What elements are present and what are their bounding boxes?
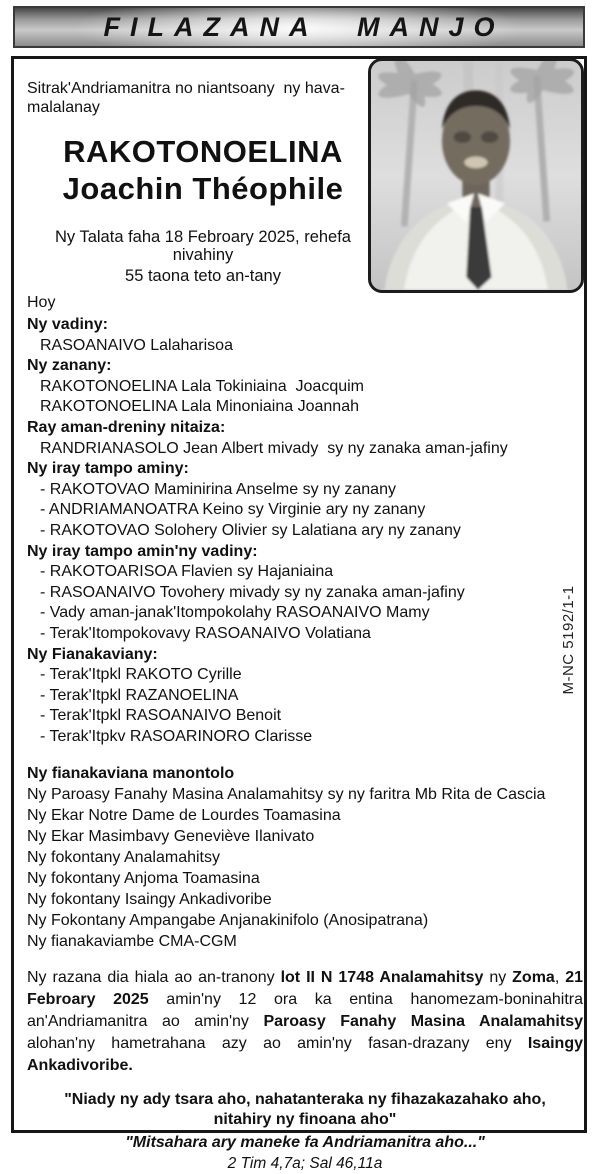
- list-line: - Vady aman-janak'Itompokolahy RASOANAIVO Mamy: [40, 604, 430, 622]
- list-line: - Terak'Itompokovavy RASOANAIVO Volatiana: [40, 624, 371, 642]
- list-line: - RAKOTOVAO Maminirina Anselme sy ny zanany: [40, 480, 396, 498]
- ref-code-vertical: M-NC 5192/1-1: [560, 585, 577, 695]
- section-heading: Ny iray tampo aminy:: [27, 460, 189, 478]
- section-heading: Ny vadiny:: [27, 316, 108, 333]
- paragraph-bold-segment: Zoma: [512, 969, 555, 987]
- list-line: RANDRIANASOLO Jean Albert mivady sy ny zanaka aman-jafiny: [40, 439, 508, 457]
- deceased-surname: RAKOTONOELINA: [63, 134, 343, 169]
- list-line: - Terak'Itpkl RASOANAIVO Benoit: [40, 707, 282, 725]
- quote-line-3: "Mitsahara ary maneke fa Andriamanitra aho...": [125, 1134, 485, 1152]
- hoy-line: Hoy: [27, 294, 56, 311]
- list-line: Ny Ekar Masimbavy Geneviève Ilanivato: [27, 828, 315, 846]
- family-list: [27, 315, 570, 747]
- paragraph-bold-segment: 21 Febroary 2025: [27, 969, 584, 1009]
- paragraph-segment: amin'ny 12 ora ka entina hanomezam-boninahitra an'Andriamanitra ao amin'ny: [27, 991, 583, 1031]
- list-line: - Terak'Itpkl RAKOTO Cyrille: [40, 666, 242, 684]
- section-heading: Ny iray tampo amin'ny vadiny:: [27, 542, 258, 560]
- quote-line-1: "Niady ny ady tsara aho, nahatanteraka ny fihazakazahako aho,: [64, 1091, 546, 1109]
- list-line: Ny Fokontany Ampangabe Anjanakinifolo (Anosipatrana): [27, 912, 429, 930]
- scripture-reference: 2 Tim 4,7a; Sal 46,11a: [227, 1155, 383, 1173]
- list-line: Ny fianakaviambe CMA-CGM: [27, 933, 237, 951]
- portrait-illustration: [371, 61, 581, 290]
- paragraph-bold-segment: Isaingy Ankadivoribe.: [27, 1035, 583, 1075]
- paragraph-bold-segment: Paroasy Fanahy Masina Analamahitsy: [263, 1013, 583, 1031]
- list-line: Ny fokontany Isaingy Ankadivoribe: [27, 891, 272, 909]
- banner-title: FILAZANA MANJO: [103, 11, 505, 42]
- section-heading: Ray aman-dreniny nitaiza:: [27, 418, 226, 436]
- section-heading: Ny Fianakaviany:: [27, 645, 158, 663]
- paragraph-segment: ny: [483, 969, 513, 987]
- quote-block: [27, 1090, 583, 1174]
- banner: [13, 6, 585, 48]
- list-line: RAKOTONOELINA Lala Minoniaina Joannah: [40, 398, 359, 416]
- funeral-paragraph: [27, 967, 583, 1077]
- list-line: - ANDRIAMANOATRA Keino sy Virginie ary ny zanany: [40, 501, 426, 519]
- intro-line: Sitrak'Andriamanitra no niantsoany ny hava-malalanay: [27, 80, 345, 116]
- deceased-header: [27, 133, 379, 285]
- section-heading: Ny zanany:: [27, 357, 112, 375]
- list-line: - RASOANAIVO Tovohery mivady sy ny zanaka aman-jafiny: [40, 583, 465, 601]
- list-line: RASOANAIVO Lalaharisoa: [40, 336, 233, 354]
- age-line: 55 taona teto an-tany: [125, 267, 281, 285]
- community-list: [27, 763, 570, 952]
- list-line: - Terak'Itpkv RASOARINORO Clarisse: [40, 727, 313, 745]
- list-line: - RAKOTOARISOA Flavien sy Hajaniaina: [40, 563, 334, 581]
- portrait-photo: [368, 58, 584, 293]
- list-line: Ny Paroasy Fanahy Masina Analamahitsy sy ny faritra Mb Rita de Cascia: [27, 786, 546, 804]
- list-line: RAKOTONOELINA Lala Tokiniaina Joacquim: [40, 377, 365, 395]
- quote-line-2: nitahiry ny finoana aho": [213, 1111, 397, 1129]
- deceased-given-name: Joachin Théophile: [62, 171, 344, 206]
- list-line: Ny fokontany Analamahitsy: [27, 849, 220, 867]
- death-date-line: Ny Talata faha 18 Febroary 2025, rehefa nivahiny: [55, 228, 351, 264]
- death-info: [27, 228, 379, 285]
- list-line: - RAKOTOVAO Solohery Olivier sy Lalatiana ary ny zanany: [40, 521, 461, 539]
- list-line: - Terak'Itpkl RAZANOELINA: [40, 686, 239, 704]
- paragraph-segment: alohan'ny hametrahana azy ao amin'ny fasan-drazany eny: [27, 1035, 528, 1053]
- section-heading: Ny fianakaviana manontolo: [27, 765, 235, 783]
- list-line: Ny Ekar Notre Dame de Lourdes Toamasina: [27, 807, 341, 825]
- paragraph-bold-segment: lot II N 1748 Analamahitsy: [280, 969, 484, 987]
- paragraph-segment: ,: [554, 969, 566, 987]
- list-line: Ny fokontany Anjoma Toamasina: [27, 870, 260, 888]
- paragraph-segment: Ny razana dia hiala ao an-tranony: [27, 969, 281, 987]
